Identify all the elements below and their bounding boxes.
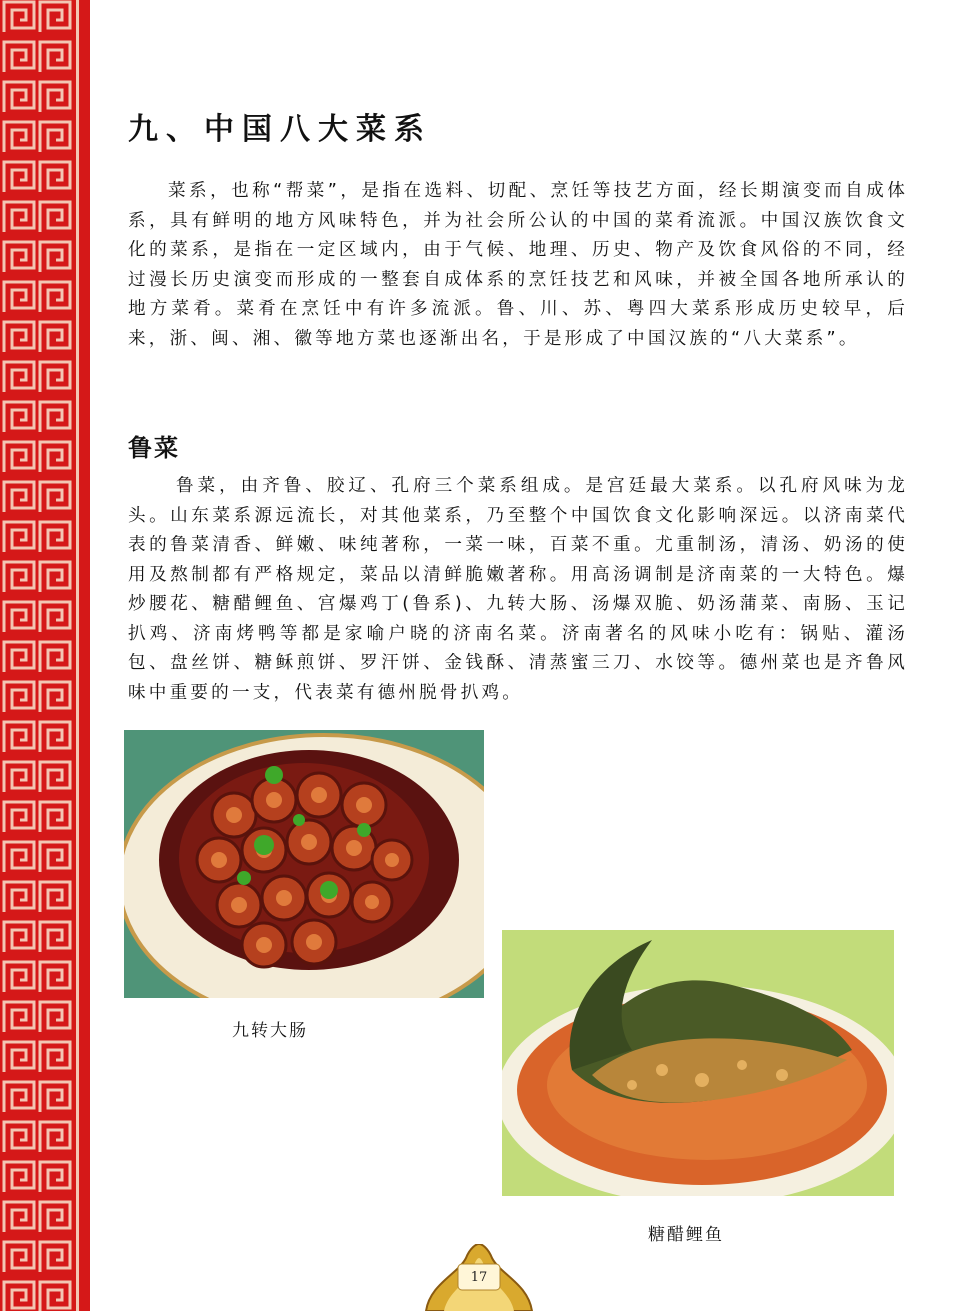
photo-caption: 九转大肠 [232, 1021, 308, 1041]
lu-cuisine-heading: 鲁菜 [128, 434, 180, 462]
fret-pattern-icon [0, 0, 90, 1311]
intro-paragraph: 菜系，也称“帮菜”，是指在选料、切配、烹饪等技艺方面，经长期演变而自成体系，具有鲜明的地方风味特色，并为社会所公认的中国的菜肴流派。中国汉族饮食文化的菜系，是指在一定区域内，由于气候、地理、历史、物产及饮食风俗的不同，经过漫长历史演变而形成的一整套自成体系的烹饪技艺和风味，并被全国各地所承认的地方菜肴。菜肴在烹饪中有许多流派。鲁、川、苏、粤四大菜系形成历史较早，后来，浙、闽、湘、徽等地方菜也逐渐出名，于是形成了中国汉族的“八大菜系”。 [128, 181, 908, 349]
lu-cuisine-paragraph: 鲁菜，由齐鲁、胶辽、孔府三个菜系组成。是宫廷最大菜系。以孔府风味为龙头。山东菜系源远流长，对其他菜系，乃至整个中国饮食文化影响深远。以济南菜代表的鲁菜清香、鲜嫩、味纯著称，一菜一味，百菜不重。尤重制汤，清汤、奶汤的使用及熬制都有严格规定，菜品以清鲜脆嫩著称。用高汤调制是济南菜的一大特色。爆炒腰花、糖醋鲤鱼、宫爆鸡丁(鲁系)、九转大肠、汤爆双脆、奶汤蒲菜、南肠、玉记扒鸡、济南烤鸭等都是家喻户晓的济南名菜。济南著名的风味小吃有：锅贴、灌汤包、盘丝饼、糖稣煎饼、罗汗饼、金钱酥、清蒸蜜三刀、水饺等。德州菜也是齐鲁风味中重要的一支，代表菜有德州脱骨扒鸡。 [128, 476, 908, 703]
decorative-border [0, 0, 90, 1311]
section-title: 九、中国八大菜系 [128, 112, 432, 147]
page-number-badge [418, 1244, 540, 1311]
page-number: 17 [470, 1270, 488, 1285]
photo-caption: 糖醋鲤鱼 [648, 1225, 724, 1245]
braised-intestines-photo [124, 730, 484, 998]
sweet-sour-carp-photo [502, 930, 894, 1196]
